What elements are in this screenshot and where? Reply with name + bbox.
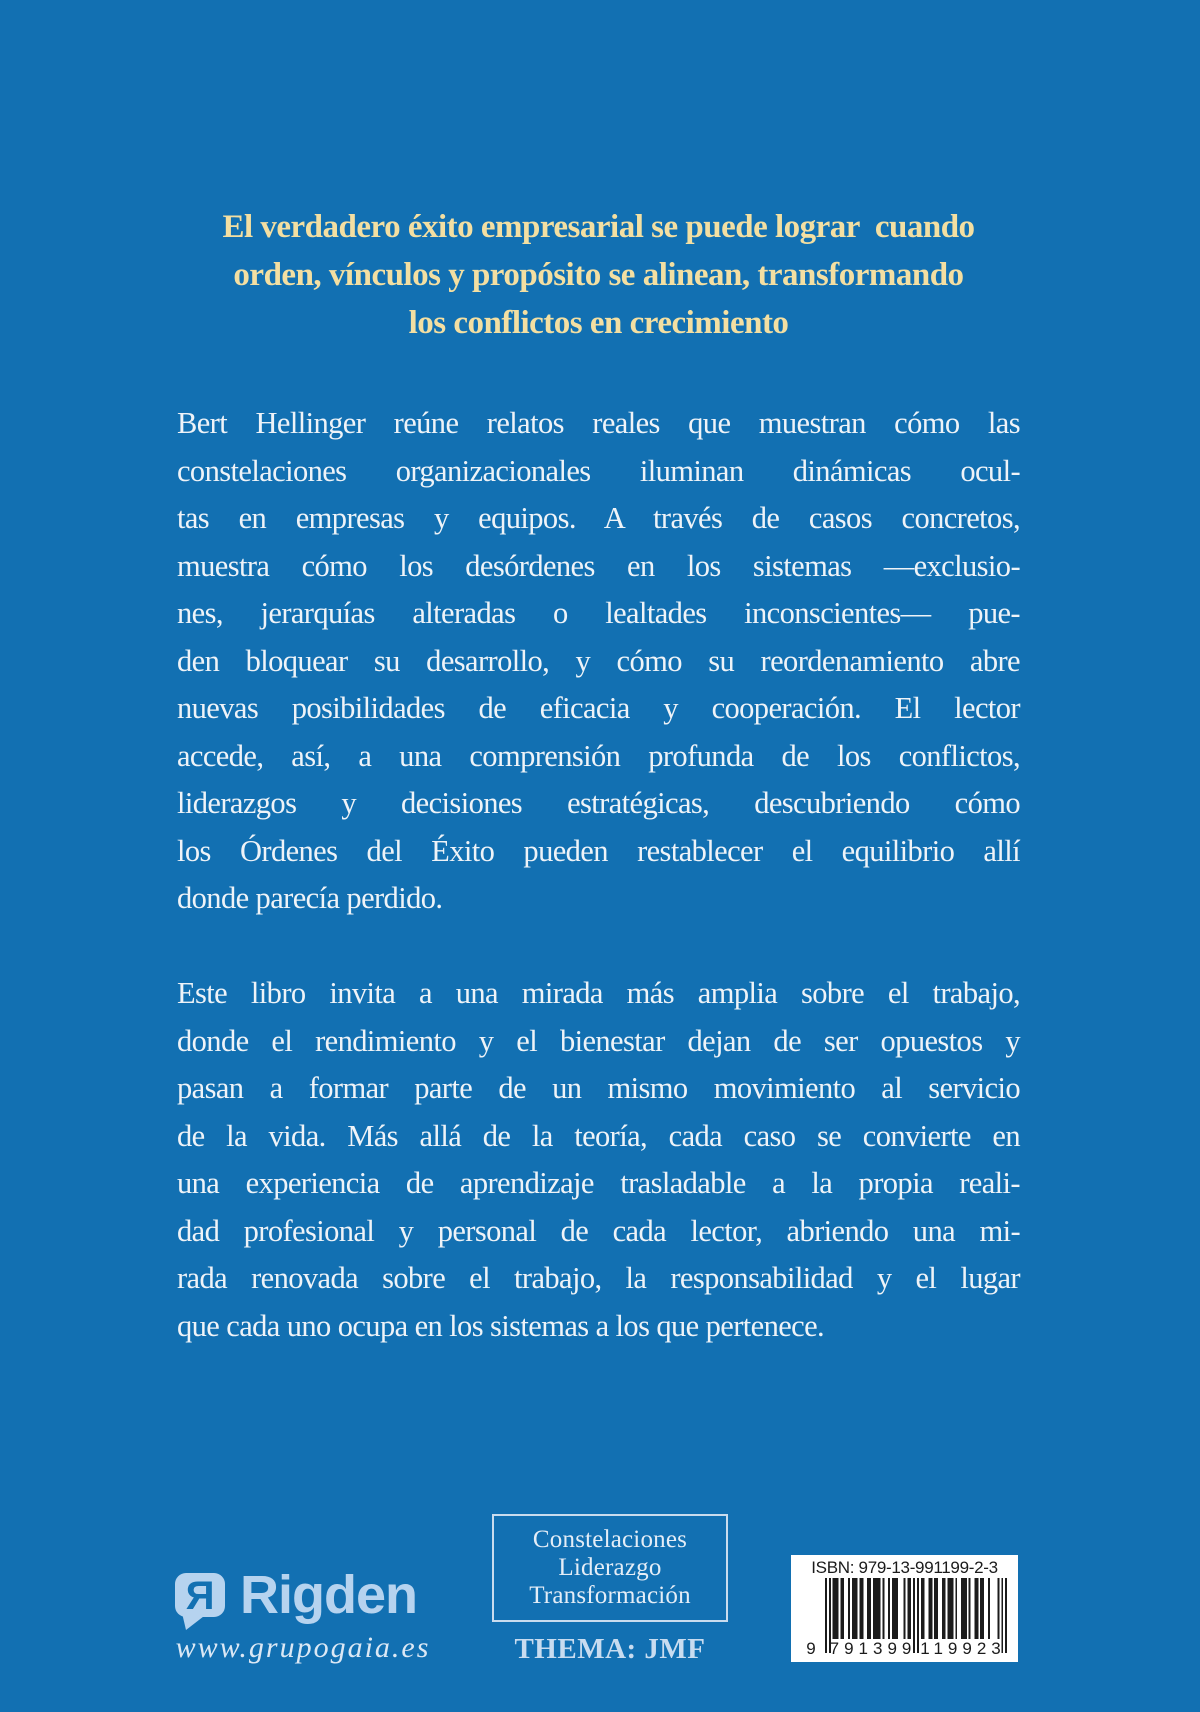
thema-code: THEMA: JMF	[514, 1633, 706, 1665]
svg-text:R: R	[185, 1574, 215, 1618]
text-line: los Órdenes del Éxito pueden restablecer el equilibrio allí	[177, 833, 1020, 868]
text-line: accede, así, a una comprensión profunda de los conflictos,	[177, 738, 1020, 773]
publisher-logo-icon	[175, 1573, 225, 1631]
text-line: Bert Hellinger reúne relatos reales que muestran cómo las	[177, 406, 1020, 440]
barcode-digit-first: 9	[806, 1639, 816, 1658]
text-line: de la vida. Más allá de la teoría, cada caso se convierte en	[177, 1118, 1020, 1153]
synopsis-paragraph-1	[177, 400, 1020, 923]
text-line: tas en empresas y equipos. A través de casos concretos,	[177, 501, 1020, 535]
text-line: rada renovada sobre el trabajo, la responsabilidad y el lugar	[177, 1261, 1020, 1295]
text-line: orden, vínculos y propósito se alinean, transformando	[233, 257, 964, 293]
text-line: liderazgos y decisiones estratégicas, descubriendo cómo	[177, 786, 1020, 820]
category-box	[492, 1514, 728, 1622]
text-line: Liderazgo	[558, 1554, 662, 1581]
isbn-text: ISBN: 979-13-991199-2-3	[811, 1558, 998, 1577]
text-line: constelaciones organizacionales iluminan dinámicas ocul-	[177, 453, 1020, 488]
isbn-barcode-label	[791, 1555, 1018, 1662]
tagline	[177, 203, 1020, 347]
text-line: donde el rendimiento y el bienestar dejan de ser opuestos y	[177, 1023, 1020, 1058]
text-line: El verdadero éxito empresarial se puede lograr cuando	[222, 209, 975, 245]
text-line: donde parecía perdido.	[177, 881, 443, 915]
text-line: muestra cómo los desórdenes en los sistemas —exclusio-	[177, 548, 1020, 583]
text-line: nuevas posibilidades de eficacia y cooperación. El lector	[177, 691, 1020, 725]
text-line: dad profesional y personal de cada lector, abriendo una mi-	[177, 1213, 1020, 1248]
publisher-name: Rigden	[240, 1565, 417, 1625]
text-line: que cada uno ocupa en los sistemas a los que pertenece.	[177, 1308, 825, 1343]
text-line: Transformación	[529, 1582, 691, 1609]
publisher-website: www.grupogaia.es	[175, 1631, 431, 1664]
text-line: una experiencia de aprendizaje trasladable a la propia reali-	[177, 1166, 1020, 1200]
synopsis-paragraph-2	[177, 970, 1020, 1350]
text-line: los conflictos en crecimiento	[408, 305, 789, 341]
text-line: den bloquear su desarrollo, y cómo su reordenamiento abre	[177, 643, 1020, 678]
text-line: Este libro invita a una mirada más amplia sobre el trabajo,	[177, 976, 1020, 1010]
text-line: nes, jerarquías alteradas o lealtades inconscientes— pue-	[177, 596, 1020, 630]
text-line: Constelaciones	[532, 1526, 688, 1553]
barcode-digits-left: 791399	[829, 1639, 917, 1658]
barcode-digits-right: 119923	[920, 1639, 1006, 1658]
text-line: pasan a formar parte de un mismo movimiento al servicio	[177, 1071, 1020, 1105]
